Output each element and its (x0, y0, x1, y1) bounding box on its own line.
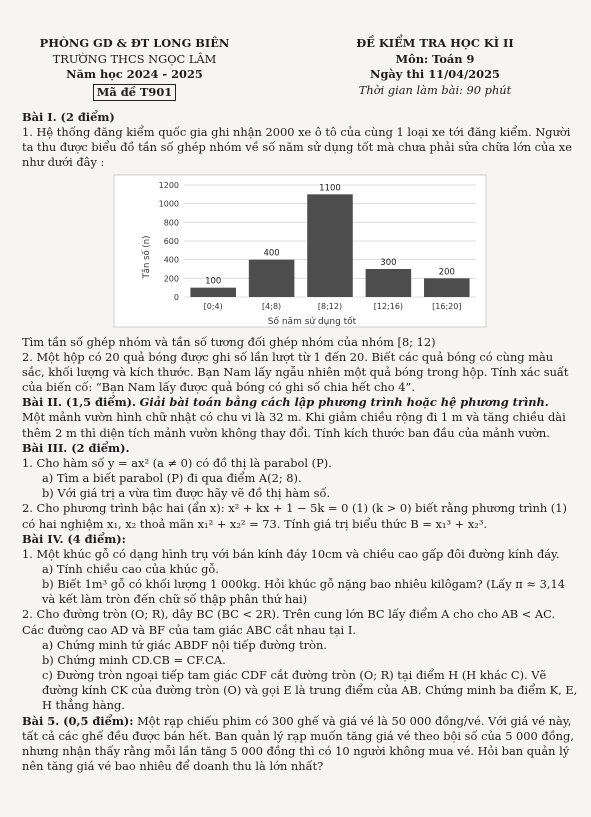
section-4-q2b: b) Chứng minh CD.CB = CF.CA. (42, 652, 226, 667)
y-tick-label: 1200 (158, 180, 179, 190)
section-2-title: Bài II. (1,5 điểm). (22, 395, 137, 410)
exam-content (22, 110, 578, 774)
section-3-q1: 1. Cho hàm số y = ax² (a ≠ 0) có đồ thị là parabol (P). (22, 455, 332, 470)
y-tick-label: 1000 (158, 199, 179, 209)
header-left (22, 36, 247, 101)
bar-value-label: 200 (438, 266, 455, 277)
y-tick-label: 400 (163, 255, 179, 265)
frequency-bar-chart (22, 171, 578, 331)
x-tick-label: [16;20] (432, 301, 462, 311)
bar-value-label: 300 (380, 257, 397, 268)
header-right (300, 36, 570, 98)
exam-date: Ngày thi 11/04/2025 (370, 67, 500, 81)
chart-x-label: Số năm sử dụng tốt (267, 316, 357, 327)
section-3-title: Bài III. (2 điểm). (22, 440, 130, 455)
section-3-q1a: a) Tìm a biết parabol (P) đi qua điểm A(2; 8). (42, 471, 302, 486)
bar (249, 259, 295, 296)
exam-code: Mã đề T901 (93, 84, 176, 101)
subject: Môn: Toán 9 (395, 51, 475, 66)
section-3-q1b: b) Với giá trị a vừa tìm được hãy vẽ đồ thị hàm số. (42, 486, 331, 501)
section-1-q1-question: Tìm tần số ghép nhóm và tần số tương đối ghép nhóm của nhóm [8; 12) (22, 334, 436, 349)
exam-title: ĐỀ KIỂM TRA HỌC KÌ II (356, 36, 514, 50)
section-4-q2: 2. Cho đường tròn (O; R), dây BC (BC < 2R). Trên cung lớn BC lấy điểm A cho cho AB < AC. Các đường cao AD và BF của tam giác ABC cắt nhau tại I. (22, 607, 556, 637)
section-5-title: Bài 5. (0,5 điểm): (22, 713, 134, 728)
section-1-q1: 1. Hệ thống đăng kiểm quốc gia ghi nhận 2000 xe ô tô của cùng 1 loại xe tới đăng kiểm. Người ta thu được biểu đồ tần số ghép nhóm về số năm sử dụng tốt mà chưa phải sửa chữa lớn của xe như dưới đây : (22, 125, 572, 170)
x-tick-label: [8;12) (317, 301, 343, 311)
section-1-title: Bài I. (2 điểm) (22, 110, 115, 124)
section-4-q1a: a) Tính chiều cao của khúc gỗ. (42, 561, 219, 576)
section-4-q1b: b) Biết 1m³ gỗ có khối lượng 1 000kg. Hỏi khúc gỗ nặng bao nhiêu kilôgam? (Lấy π ≈ 3,14 và kết làm tròn đến chữ số thập phân thứ hai) (42, 577, 565, 607)
school-name: TRƯỜNG THCS NGỌC LÂM (52, 51, 217, 66)
bar-value-label: 100 (205, 276, 222, 287)
section-2-text: Một mảnh vườn hình chữ nhật có chu vi là 32 m. Khi giảm chiều rộng đi 1 m và tăng chiều dài thêm 2 m thì diện tích mảnh vườn không thay đổi. Tính kích thước ban đầu của mảnh vườn. (22, 410, 566, 440)
bar (307, 194, 353, 297)
section-3-q2: 2. Cho phương trình bậc hai (ẩn x): x² + kx + 1 − 5k = 0 (1) (k > 0) biết rằng phương trình (1) có hai nghiệm x₁, x₂ thoả mãn x₁² + x₂² = 73. Tính giá trị biểu thức B = x₁³ + x₂³. (22, 501, 567, 531)
school-year: Năm học 2024 - 2025 (66, 67, 203, 81)
y-tick-label: 800 (163, 217, 179, 227)
department-name: PHÒNG GD & ĐT LONG BIÊN (39, 36, 230, 50)
x-tick-label: [0;4) (203, 301, 223, 311)
exam-duration: Thời gian làm bài: 90 phút (358, 82, 512, 97)
section-4-q2a: a) Chứng minh tứ giác ABDF nội tiếp đường tròn. (42, 637, 327, 652)
bar-value-label: 400 (263, 248, 280, 259)
section-4-q1: 1. Một khúc gỗ có dạng hình trụ với bán kính đáy 10cm và chiều cao gấp đôi đường kính đáy. (22, 546, 560, 561)
y-tick-label: 200 (163, 273, 179, 283)
section-2-subtitle: Giải bài toán bằng cách lập phương trình hoặc hệ phương trình. (139, 395, 549, 410)
y-tick-label: 0 (173, 292, 179, 302)
bar (424, 278, 470, 297)
section-4-q2c: c) Đường tròn ngoại tiếp tam giác CDF cắt đường tròn (O; R) tại điểm H (H khác C). Vẽ đường kính CK của đường tròn (O) và gọi E là trung điểm của AB. Chứng minh ba điểm K, E, H thẳng hàng. (42, 668, 578, 713)
x-tick-label: [12;16) (373, 301, 404, 311)
bar (190, 287, 236, 296)
x-tick-label: [4;8) (262, 301, 282, 311)
section-1-q2: 2. Một hộp có 20 quả bóng được ghi số lần lượt từ 1 đến 20. Biết các quả bóng có cùng màu sắc, khối lượng và kích thước. Bạn Nam lấy ngẫu nhiên một quả bóng trong hộp. Tính xác suất của biến cố: “Bạn Nam lấy được quả bóng có ghi số chia hết cho 4”. (22, 349, 569, 395)
chart-y-label: Tần số (n) (142, 235, 152, 279)
bar-value-label: 1100 (319, 182, 341, 193)
section-5-text: Một rạp chiếu phim có 300 ghế và giá vé là 50 000 đồng/vé. Với giá vé này, tất cả các ghế đều được bán hết. Ban quản lý rạp muốn tăng giá vé theo bội số của 5 000 đồng, nhưng nhận thấy rằng mỗi lần tăng 5 000 đồng thì có 10 người không mua vé. Hỏi ban quản lý nên tăng giá vé bao nhiêu để doanh thu là lớn nhất? (22, 713, 574, 773)
section-4-title: Bài IV. (4 điểm): (22, 531, 126, 546)
y-tick-label: 600 (163, 236, 179, 246)
bar (366, 269, 412, 297)
